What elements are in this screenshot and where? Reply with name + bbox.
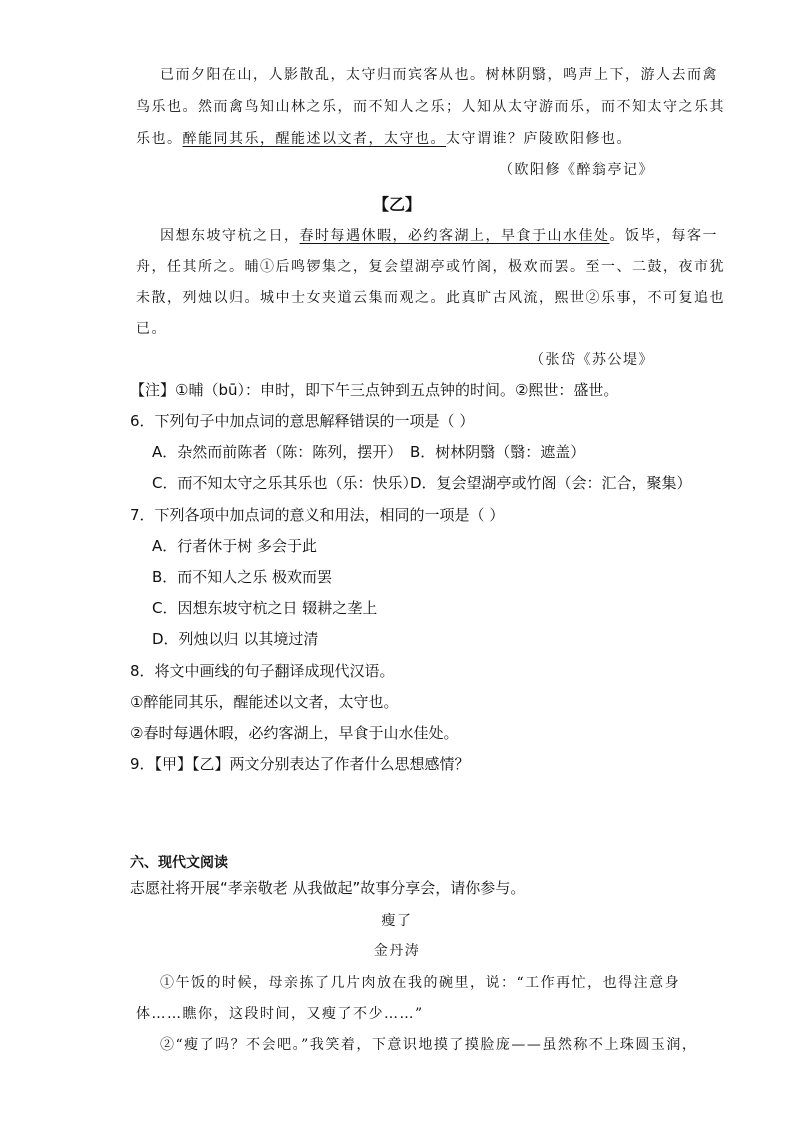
yi-passage-line-2: 舟，任其所之。晡①后鸣锣集之，复会望湖亭或竹阁，极欢而罢。至一、二鼓，夜市犹 <box>136 259 725 275</box>
jia-passage-line-3 <box>136 128 632 148</box>
question-8-item-1: ①醉能同其乐，醒能述以文者，太守也。 <box>130 693 399 711</box>
question-6-option-a: A．杂然而前陈者（陈：陈列，摆开） <box>152 443 403 461</box>
story-para-2-line-1: ②“瘦了吗？不会吧。”我笑着，下意识地摸了摸脸庞——虽然称不上珠圆玉润， <box>160 1037 698 1053</box>
story-title: 瘦了 <box>381 913 413 929</box>
question-9-stem: 9．【甲】【乙】两文分别表达了作者什么思想感情？ <box>130 755 470 773</box>
yi-passage-line-3: 未散，列烛以归。城中士女夹道云集而观之。此真旷古风流，熙世②乐事，不可复追也 <box>136 290 725 306</box>
jia-underlined-sentence: 醉能同其乐，醒能述以文者，太守也。 <box>182 131 446 147</box>
yi-underlined-sentence: 春时每遇休暇，必约客湖上，早食于山水佳处 <box>299 228 610 244</box>
story-para-1-line-1: ①午饭的时候，母亲拣了几片肉放在我的碗里，说：“工作再忙，也得注意身 <box>160 975 681 991</box>
jia-passage-line-2: 鸟乐也。然而禽鸟知山林之乐，而不知人之乐；人知从太守游而乐，而不知太守之乐其 <box>136 99 725 115</box>
question-6-option-c: C．而不知太守之乐其乐也（乐：快乐） <box>152 474 418 492</box>
yi-passage-line-4: 已。 <box>136 321 167 337</box>
section-6-intro: 志愿社将开展“孝亲敬老 从我做起”故事分享会，请你参与。 <box>130 879 526 897</box>
yi-source: （张岱《苏公堤》 <box>530 352 654 368</box>
section-6-heading: 六、现代文阅读 <box>130 855 228 871</box>
question-7-stem: 7．下列各项中加点词的意义和用法，相同的一项是（ ） <box>130 506 505 524</box>
question-6-option-d: D．复会望湖亭或竹阁（会：汇合，聚集） <box>410 474 692 492</box>
yi-heading: 【乙】 <box>372 195 421 214</box>
yi-line1-end: 。饭毕，每客一 <box>609 228 718 244</box>
question-6-option-b: B．树林阴翳（翳：遮盖） <box>410 443 586 461</box>
yi-line1-start: 因想东坡守杭之日， <box>160 228 300 244</box>
story-para-1-line-2: 体……瞧你，这段时间，又瘦了不少……” <box>136 1006 424 1022</box>
annotation-note: 【注】①晡（bū）：申时，即下午三点钟到五点钟的时间。②熙世：盛世。 <box>130 381 619 399</box>
question-6-stem: 6．下列句子中加点词的意思解释错误的一项是（ ） <box>130 412 475 430</box>
jia-line3-end: 太守谓谁？庐陵欧阳修也。 <box>446 131 632 147</box>
jia-source: （欧阳修《醉翁亭记》 <box>499 162 654 178</box>
jia-line3-start: 乐也。 <box>136 131 183 147</box>
question-7-option-c: C．因想东坡守杭之日 辍耕之垄上 <box>152 599 378 617</box>
question-7-option-b: B．而不知人之乐 极欢而罢 <box>152 568 333 586</box>
question-7-option-d: D．列烛以归 以其境过清 <box>152 630 319 648</box>
jia-passage-line-1: 已而夕阳在山，人影散乱，太守归而宾客从也。树林阴翳，鸣声上下，游人去而禽 <box>160 67 718 83</box>
question-8-stem: 8．将文中画线的句子翻译成现代汉语。 <box>130 662 395 680</box>
question-8-item-2: ②春时每遇休暇，必约客湖上，早食于山水佳处。 <box>130 724 459 742</box>
yi-passage-line-1 <box>160 225 718 245</box>
story-author: 金丹涛 <box>373 943 421 959</box>
question-7-option-a: A．行者休于树 多会于此 <box>152 537 318 555</box>
